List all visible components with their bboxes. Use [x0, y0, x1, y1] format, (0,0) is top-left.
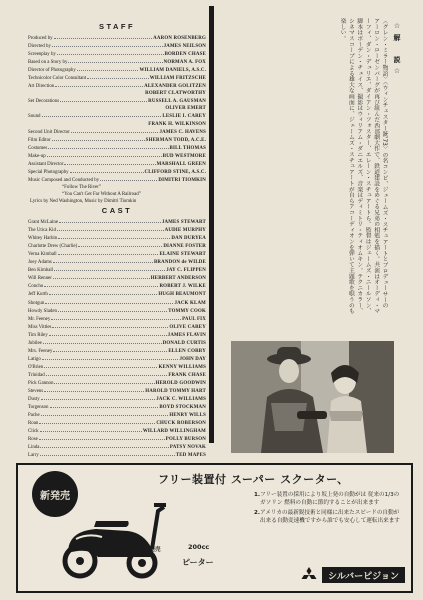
- credit-role: Tim Riley: [28, 332, 48, 338]
- credit-role: Charlotte Drew (Charlie): [28, 244, 78, 250]
- dot-leader: [70, 168, 144, 173]
- credit-name: SHERMAN TODD, A.C.E.: [145, 137, 206, 143]
- staff-row: [28, 82, 206, 90]
- dot-leader: [41, 411, 169, 416]
- dot-leader: [39, 419, 155, 424]
- song-title-1: “Follow The River”: [62, 184, 102, 190]
- cast-row: [28, 443, 206, 451]
- credit-role: Make-up: [28, 153, 46, 159]
- staff-row: [28, 168, 206, 176]
- credit-name: BOYD STOCKMAN: [159, 405, 206, 411]
- credit-name: LESLIE I. CAREY: [162, 114, 206, 120]
- cast-row: [28, 315, 206, 323]
- staff-row: [28, 121, 206, 128]
- cast-row: [28, 339, 206, 347]
- credit-name: OLIVER EMERT: [165, 106, 206, 112]
- song-title-2: “You Can't Get Far Without A Railroad”: [62, 191, 141, 197]
- credit-name: DONALD CURTIS: [162, 340, 206, 346]
- credit-name: WILLIAM DANIELS, A.S.C.: [139, 68, 206, 74]
- credit-role: Howdy Sladen: [28, 308, 57, 314]
- staff-list: [28, 34, 206, 184]
- cast-row: [28, 290, 206, 298]
- credit-name: JACK C. WILLIAMS: [156, 397, 206, 403]
- film-still-photo: [231, 341, 394, 453]
- dot-leader: [54, 379, 154, 384]
- credit-role: Costumes: [28, 145, 48, 151]
- credit-name: ELLEN CORBY: [168, 348, 206, 354]
- credit-role: Will Renner: [28, 276, 52, 282]
- dot-leader: [58, 250, 159, 255]
- dot-leader: [52, 136, 145, 141]
- dot-leader: [53, 274, 150, 279]
- staff-row: [28, 66, 206, 74]
- scooter-advertisement: [16, 463, 413, 593]
- credit-role: Set Decorations: [28, 99, 60, 105]
- cast-row: [28, 451, 206, 459]
- ad-brand: [300, 567, 405, 583]
- cast-row: [28, 258, 206, 266]
- credit-role: Miss Vittles: [28, 324, 52, 330]
- dot-leader: [57, 50, 164, 55]
- credit-role: Pache: [28, 413, 40, 419]
- dot-leader: [59, 218, 161, 223]
- ad-headline: フリー装置付 スーパー スクーター、: [158, 473, 349, 486]
- cast-row: [28, 363, 206, 371]
- credits-column: [28, 22, 206, 459]
- credit-role: Shotgun: [28, 300, 45, 306]
- credit-role: Larry: [28, 453, 39, 459]
- cast-heading: CAST: [101, 206, 133, 216]
- credit-name: JOHN DAY: [179, 356, 206, 362]
- credit-name: HAROLD TOMMY HART: [145, 389, 206, 395]
- credit-role: Torgenson: [28, 405, 49, 411]
- ad-feature-2-num: 2.: [254, 510, 261, 516]
- dot-leader: [48, 144, 168, 149]
- dot-leader: [47, 152, 162, 157]
- staff-row: [28, 74, 206, 82]
- credit-role: O'Brien: [28, 364, 44, 370]
- credit-name: TED MAPES: [175, 453, 206, 459]
- cast-row: [28, 250, 206, 258]
- credit-name: HUGH BEAUMONT: [158, 292, 206, 298]
- credit-name: DIANNE FOSTER: [163, 244, 206, 250]
- credit-role: Jeff Kurth: [28, 292, 48, 298]
- credit-name: ROBERT J. WILKE: [159, 284, 206, 290]
- cast-row: [28, 379, 206, 387]
- credit-role: Roan: [28, 421, 39, 427]
- credit-name: WILLARD WILLINGHAM: [142, 429, 206, 435]
- credit-name: WILLIAM FRITZSCHE: [149, 76, 206, 82]
- staff-row: [28, 34, 206, 42]
- credit-role: The Utica Kid: [28, 228, 56, 234]
- staff-row: [28, 105, 206, 112]
- staff-heading: STAFF: [98, 22, 136, 31]
- credit-name: CHUCK ROBERSON: [156, 421, 206, 427]
- credit-name: ALEXANDER GOLITZEN: [144, 84, 206, 90]
- cast-row: [28, 411, 206, 419]
- dot-leader: [57, 226, 164, 231]
- dot-leader: [87, 74, 149, 79]
- ad-engine-cc: 200cc: [188, 543, 210, 551]
- staff-row: [28, 128, 206, 136]
- cast-row: [28, 371, 206, 379]
- credit-name: TOMMY COOK: [168, 308, 206, 314]
- credit-role: Mrs. Feeney: [28, 348, 53, 354]
- credit-role: Rose: [28, 437, 38, 443]
- dot-leader: [54, 266, 165, 271]
- cast-row: [28, 299, 206, 307]
- ad-feature-1-num: 1.: [254, 492, 261, 498]
- cast-row: [28, 347, 206, 355]
- staff-row: [28, 58, 206, 66]
- credit-role: Technicolor Color Consultant: [28, 76, 87, 82]
- dot-leader: [40, 427, 142, 432]
- staff-row: [28, 112, 206, 120]
- mitsubishi-logo-icon: [300, 567, 318, 583]
- cast-row: [28, 266, 206, 274]
- credit-role: Dusty: [28, 397, 40, 403]
- cast-row: [28, 282, 206, 290]
- cast-row: [28, 419, 206, 427]
- lyrics-credit: Lyrics by Ned Washington, Music by Dimitri Tiomkin: [30, 198, 137, 204]
- credit-name: FRANK H. WILKINSON: [148, 121, 206, 127]
- dot-leader: [58, 234, 170, 239]
- credit-role: Joey Adams: [28, 260, 52, 266]
- credit-role: Art Direction: [28, 84, 55, 90]
- credit-name: AARON ROSENBERG: [153, 36, 206, 41]
- credit-role: Produced by: [28, 36, 53, 41]
- dot-leader: [60, 97, 147, 102]
- staff-row: [28, 160, 206, 168]
- dot-leader: [45, 299, 173, 304]
- dot-leader: [49, 331, 167, 336]
- dot-leader: [64, 160, 155, 165]
- credit-name: BRANDON de WILDE: [153, 260, 206, 266]
- credit-name: MARSHALL GREEN: [156, 161, 206, 167]
- credit-name: RUSSELL A. GAUSMAN: [148, 99, 206, 105]
- ad-feature-2: [254, 509, 404, 525]
- dot-leader: [40, 443, 168, 448]
- credit-role: Stevens: [28, 389, 44, 395]
- credit-role: Second Unit Director: [28, 129, 70, 135]
- cast-row: [28, 395, 206, 403]
- credit-role: Based on a Story by: [28, 60, 68, 66]
- dot-leader: [41, 395, 156, 400]
- dot-leader: [44, 282, 158, 287]
- dot-leader: [52, 42, 163, 47]
- credit-role: Grant McLaine: [28, 220, 59, 226]
- cast-row: [28, 387, 206, 395]
- credit-name: BORDEN CHASE: [164, 52, 206, 58]
- cast-row: [28, 234, 206, 242]
- credit-role: Ben Kimball: [28, 268, 54, 274]
- credit-name: JAMES FLAVIN: [167, 332, 206, 338]
- cast-row: [28, 331, 206, 339]
- ad-maker-label: 新発売: [144, 547, 161, 553]
- credit-role: Trinidad: [28, 372, 45, 378]
- credit-name: JAMES NEILSON: [163, 44, 206, 50]
- credit-role: Concho: [28, 284, 44, 290]
- staff-row: [28, 42, 206, 50]
- brand-name: シルバーピジョン: [322, 567, 405, 583]
- credit-name: NORMAN A. FOX: [163, 60, 206, 66]
- staff-row: [28, 176, 206, 184]
- ad-feature-1-text: フリー装置の採用により坂上発の自動がは 従来の1/3のガソリン 燃料の自動に節約することが出来ます: [260, 492, 400, 506]
- dot-leader: [54, 34, 153, 39]
- credit-name: JAMES C. HAVENS: [159, 129, 206, 135]
- credit-name: DIMITRI TIOMKIN: [158, 177, 206, 183]
- dot-leader: [44, 363, 157, 368]
- credit-name: JAMES STEWART: [161, 220, 206, 226]
- credit-role: Directed by: [28, 44, 51, 50]
- credit-name: ROBERT CLATWORTHY: [145, 91, 206, 97]
- credit-name: HEROLD GOODWIN: [155, 380, 206, 386]
- credit-role: Verna Kimball: [28, 252, 57, 258]
- credit-role: Linda: [28, 445, 40, 451]
- credit-role: Jubilee: [28, 340, 42, 346]
- dot-leader: [39, 435, 165, 440]
- dot-leader: [55, 82, 143, 87]
- credit-role: Sound: [28, 114, 41, 120]
- dot-leader: [42, 355, 179, 360]
- cast-row: [28, 218, 206, 226]
- cast-row: [28, 355, 206, 363]
- credit-name: BUD WESTMORE: [162, 153, 206, 159]
- commentary-section: [222, 18, 402, 318]
- credit-name: POLLY BURSON: [165, 437, 206, 443]
- ad-features-list: [254, 491, 404, 525]
- cast-row: [28, 403, 206, 411]
- credit-role: Music Composed and Conducted by: [28, 177, 100, 183]
- dot-leader: [100, 176, 157, 181]
- commentary-body: 〈グレン・ミラー物語〉〈ウィンチェスター銃'73〉の名コンビ、ジェームズ・スチュアートとプロデューサーのアーロン・ローゼンバーグが再び組んだ西部劇大作で、鉄道建設をめぐる兄弟の相剋を描く。共演はオーディ・マーフィ、ダン・デュリエ、ダイアン・フォスター、エレーン・スチュアートら。監督はジェームズ・ニールソン、脚本はボーデン・チェイス、撮影はウィリアム・ダニエルズ、音楽はディミトリ・ティオムキン。テクニカラー、シネマスコープによる雄大な画面に、ジェームズ・スチュアートが自らアコーディオンを弾いて主題歌を唄うのも楽しい。: [338, 18, 387, 314]
- dot-leader: [40, 451, 175, 456]
- staff-row: [28, 97, 206, 105]
- dot-leader: [53, 347, 167, 352]
- dot-leader: [53, 258, 153, 263]
- cast-row: [28, 427, 206, 435]
- cast-row: [28, 307, 206, 315]
- credit-name: BILL THOMAS: [169, 145, 206, 151]
- dot-leader: [68, 58, 162, 63]
- ad-model-name: ピーター: [182, 558, 214, 567]
- staff-row: [28, 50, 206, 58]
- dot-leader: [43, 339, 162, 344]
- cast-row: [28, 226, 206, 234]
- cast-row: [28, 242, 206, 250]
- dot-leader: [42, 112, 162, 117]
- dot-leader: [78, 242, 162, 247]
- credit-role: Pick Gannon: [28, 380, 54, 386]
- credit-name: OLIVE CAREY: [169, 324, 206, 330]
- credit-name: HENRY WILLS: [169, 413, 206, 419]
- credit-name: JACK KLAM: [174, 300, 206, 306]
- dot-leader: [58, 307, 167, 312]
- cast-row: [28, 274, 206, 282]
- dot-leader: [50, 403, 159, 408]
- credit-role: Assistant Director: [28, 161, 64, 167]
- credit-name: AUDIE MURPHY: [164, 228, 206, 234]
- credit-name: JAY C. FLIPPEN: [166, 268, 206, 274]
- commentary-title: ☆解 説☆: [393, 22, 401, 79]
- credit-role: Film Editor: [28, 137, 51, 143]
- ad-feature-1: [254, 491, 404, 507]
- dot-leader: [77, 66, 139, 71]
- credit-name: CLIFFORD STINE, A.S.C.: [144, 169, 206, 175]
- credit-name: HERBERT ANDERSON: [150, 276, 206, 282]
- credit-name: FRANK CHASE: [168, 372, 206, 378]
- film-still-icon: [231, 341, 394, 453]
- credit-name: PATSY NOVAK: [169, 445, 206, 451]
- dot-leader: [46, 371, 168, 376]
- ad-feature-2-text: アメリカの最新鋭技術と同様に出来たスピードの自動が出来る自動変速機ですから誰でも安心して運転出来ます: [260, 510, 400, 524]
- staff-row: [28, 136, 206, 144]
- staff-row: [28, 144, 206, 152]
- cast-row: [28, 323, 206, 331]
- credit-role: Special Photography: [28, 169, 69, 175]
- new-release-badge: 新発売: [32, 471, 78, 517]
- credit-role: Whitey Harbin: [28, 236, 58, 242]
- credit-role: Mr. Feeney: [28, 316, 51, 322]
- scooter-icon: [58, 491, 168, 583]
- credit-name: ELAINE STEWART: [159, 252, 206, 258]
- dot-leader: [44, 387, 144, 392]
- dot-leader: [49, 290, 158, 295]
- credit-name: PAUL FIX: [182, 316, 206, 322]
- credit-name: DAN DURYEA: [171, 236, 206, 242]
- dot-leader: [71, 128, 159, 133]
- credit-role: Click: [28, 429, 39, 435]
- credit-role: Latigo: [28, 356, 41, 362]
- credit-name: KENNY WILLIAMS: [158, 364, 206, 370]
- credit-role: Screenplay by: [28, 52, 56, 58]
- staff-row: [28, 90, 206, 97]
- dot-leader: [51, 315, 181, 320]
- cast-list: [28, 218, 206, 459]
- staff-row: [28, 152, 206, 160]
- credit-role: Director of Photography: [28, 68, 76, 74]
- cast-row: [28, 435, 206, 443]
- column-divider: [209, 6, 214, 443]
- dot-leader: [52, 323, 168, 328]
